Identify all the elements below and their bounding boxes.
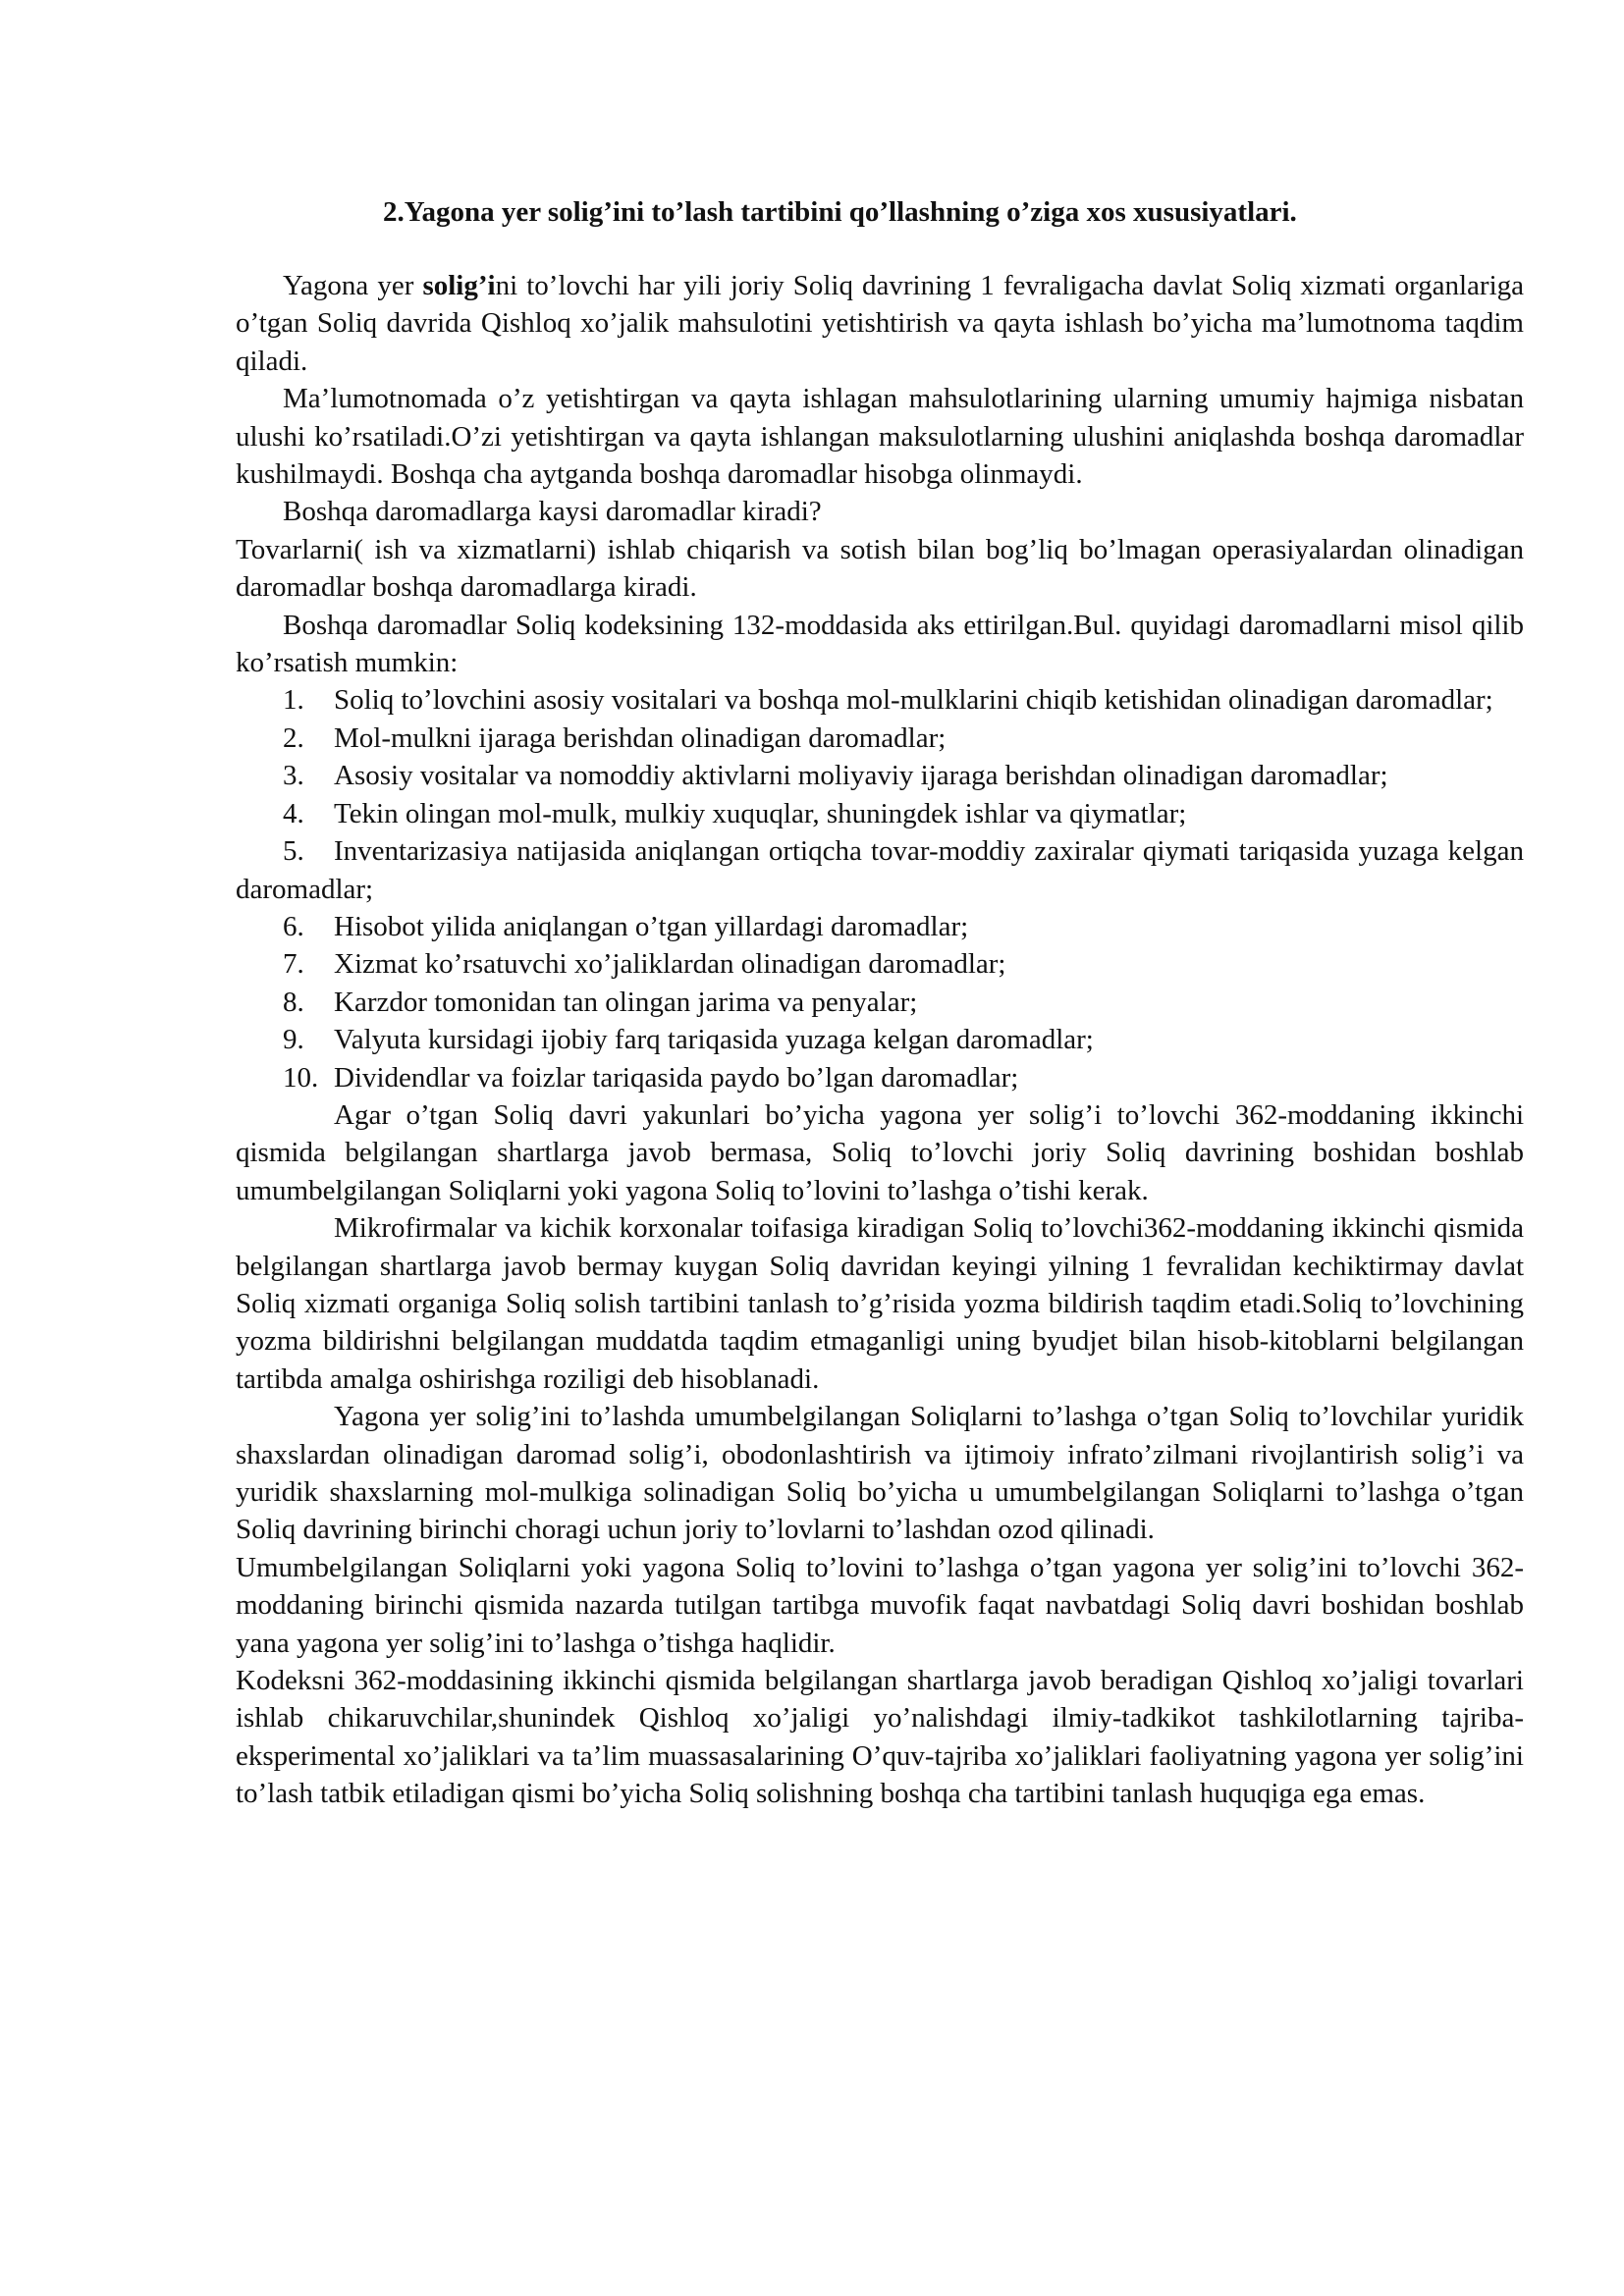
- list-item: [236, 945, 1524, 983]
- list-item: [236, 1021, 1524, 1058]
- list-item-text: Inventarizasiya natijasida aniqlangan ortiqcha tovar-moddiy zaxiralar qiymati tariqasida yuzaga kelgan daromadlar;: [236, 835, 1524, 905]
- list-item-number: 8.: [283, 986, 304, 1018]
- list-item-number: 10.: [283, 1061, 319, 1094]
- list-item-number: 1.: [283, 684, 304, 717]
- list-item-text: Dividendlar va foizlar tariqasida paydo bo’lgan daromadlar;: [334, 1061, 1019, 1094]
- list-item-number: 6.: [283, 910, 304, 942]
- list-item-text: Hisobot yilida aniqlangan o’tgan yillardagi daromadlar;: [334, 910, 969, 942]
- list-item-text: Karzdor tomonidan tan olingan jarima va penyalar;: [334, 986, 918, 1018]
- list-item: [236, 720, 1524, 757]
- list-item-number: 7.: [283, 948, 304, 981]
- list-item-text: Soliq to’lovchini asosiy vositalari va boshqa mol-mulklarini chiqib ketishidan olinadigan daromadlar;: [334, 684, 1493, 717]
- list-item-number: 9.: [283, 1024, 304, 1056]
- paragraph-9: Umumbelgilangan Soliqlarni yoki yagona Soliq to’lovini to’lashga o’tgan yagona yer solig’ini to’lovchi 362-moddaning birinchi qismida nazarda tutilgan tartibga muvofik faqat navbatdagi Soliq davri boshidan boshlab yana yagona yer solig’ini to’lashga o’tishga haqlidir.: [236, 1551, 1524, 1659]
- list-item-text: Tekin olingan mol-mulk, mulkiy xuquqlar, shuningdek ishlar va qiymatlar;: [334, 797, 1187, 829]
- paragraph-1-text: ni to’lovchi har yili joriy Soliq davrining 1 fevraligacha davlat Soliq xizmati organlariga o’tgan Soliq davrida Qishloq xo’jalik mahsulotini yetishtirish va qayta ishlash bo’yicha ma’lumotnoma taqdim qiladi.: [236, 270, 1524, 377]
- paragraph-10: Kodeksni 362-moddasining ikkinchi qismida belgilangan shartlarga javob beradigan Qishloq xo’jaligi tovarlari ishlab chikaruvchilar,shunindek Qishloq xo’jaligi yo’nalishdagi ilmiy-tadkikot tashkilotlarning tajriba-eksperimental xo’jaliklari va ta’lim muassasalarining O’quv-tajriba xo’jaliklari faoliyatning yagona yer solig’ini to’lash tatbik etiladigan qismi bo’yicha Soliq solishning boshqa cha tartibini tanlash huquqiga ega emas.: [236, 1665, 1524, 1810]
- paragraph-6: Agar o’tgan Soliq davri yakunlari bo’yicha yagona yer solig’i to’lovchi 362-moddaning ikkinchi qismida belgilangan shartlarga javob bermasa, Soliq to’lovchi joriy Soliq davrining boshidan boshlab umumbelgilangan Soliqlarni yoki yagona Soliq to’lovini to’lashga o’tishi kerak.: [236, 1098, 1524, 1206]
- list-item: [236, 681, 1524, 719]
- list-item: [236, 984, 1524, 1021]
- list-item-text: Mol-mulkni ijaraga berishdan olinadigan daromadlar;: [334, 721, 947, 754]
- list-item-number: 3.: [283, 760, 304, 792]
- paragraph-5: Boshqa daromadlar Soliq kodeksining 132-moddasida aks ettirilgan.Bul. quyidagi daromadlarni misol qilib ko’rsatish mumkin:: [236, 609, 1524, 679]
- paragraph-7: Mikrofirmalar va kichik korxonalar toifasiga kiradigan Soliq to’lovchi362-moddaning ikkinchi qismida belgilangan shartlarga javob bermay kuygan Soliq davridan keyingi yilning 1 fevralidan kechiktirmay davlat Soliq xizmati organiga Soliq solish tartibini tanlash to’g’risida yozma bildirish taqdim etadi.Soliq to’lovchining yozma bildirishni belgilangan muddatda taqdim etmaganligi uning byudjet bilan hisob-kitoblarni belgilangan tartibda amalga oshirishga roziligi deb hisoblanadi.: [236, 1212, 1524, 1395]
- income-list: [236, 681, 1524, 1095]
- paragraph-4: Tovarlarni( ish va xizmatlarni) ishlab chiqarish va sotish bilan bog’liq bo’lmagan operasiyalardan olinadigan daromadlar boshqa daromadlarga kiradi.: [236, 533, 1524, 604]
- list-item-number: 2.: [283, 721, 304, 754]
- list-item-text: Xizmat ko’rsatuvchi xo’jaliklardan olinadigan daromadlar;: [334, 948, 1006, 981]
- document-body: [236, 267, 1524, 1813]
- list-item: [236, 908, 1524, 945]
- paragraph-2: Ma’lumotnomada o’z yetishtirgan va qayta ishlagan mahsulotlarining ularning umumiy hajmiga nisbatan ulushi ko’rsatiladi.O’zi yetishtirgan va qayta ishlangan maksulotlarning ulushini aniqlashda boshqa daromadlar kushilmaydi. Boshqa cha aytganda boshqa daromadlar hisobga olinmaydi.: [236, 383, 1524, 491]
- paragraph-1-bold: solig’i: [422, 270, 496, 301]
- paragraph-3: Boshqa daromadlarga kaysi daromadlar kiradi?: [283, 496, 822, 528]
- list-item-text: Valyuta kursidagi ijobiy farq tariqasida yuzaga kelgan daromadlar;: [334, 1024, 1094, 1056]
- list-item: [236, 795, 1524, 832]
- list-item-number: 4.: [283, 797, 304, 829]
- list-item: [236, 1059, 1524, 1096]
- list-item-text: Asosiy vositalar va nomoddiy aktivlarni moliyaviy ijaraga berishdan olinadigan daromadlar;: [334, 760, 1388, 792]
- list-item: [236, 832, 1524, 908]
- paragraph-1-prefix: Yagona yer: [283, 270, 423, 301]
- paragraph-8: Yagona yer solig’ini to’lashda umumbelgilangan Soliqlarni to’lashga o’tgan Soliq to’lovchilar yuridik shaxslardan olinadigan daromad solig’i, obodonlashtirish va ijtimoiy infrato’zilmani rivojlantirish solig’i va yuridik shaxslarning mol-mulkiga solinadigan Soliq bo’yicha u umumbelgilangan Soliqlarni to’lashga o’tgan Soliq davrining birinchi choragi uchun joriy to’lovlarni to’lashdan ozod qilinadi.: [236, 1401, 1524, 1546]
- list-item-number: 5.: [283, 835, 304, 868]
- list-item: [236, 757, 1524, 794]
- paragraph-1: [236, 267, 1524, 380]
- document-title: 2.Yagona yer solig’ini to’lash tartibini qo’llashning o’ziga xos xususiyatlari.: [383, 196, 1297, 228]
